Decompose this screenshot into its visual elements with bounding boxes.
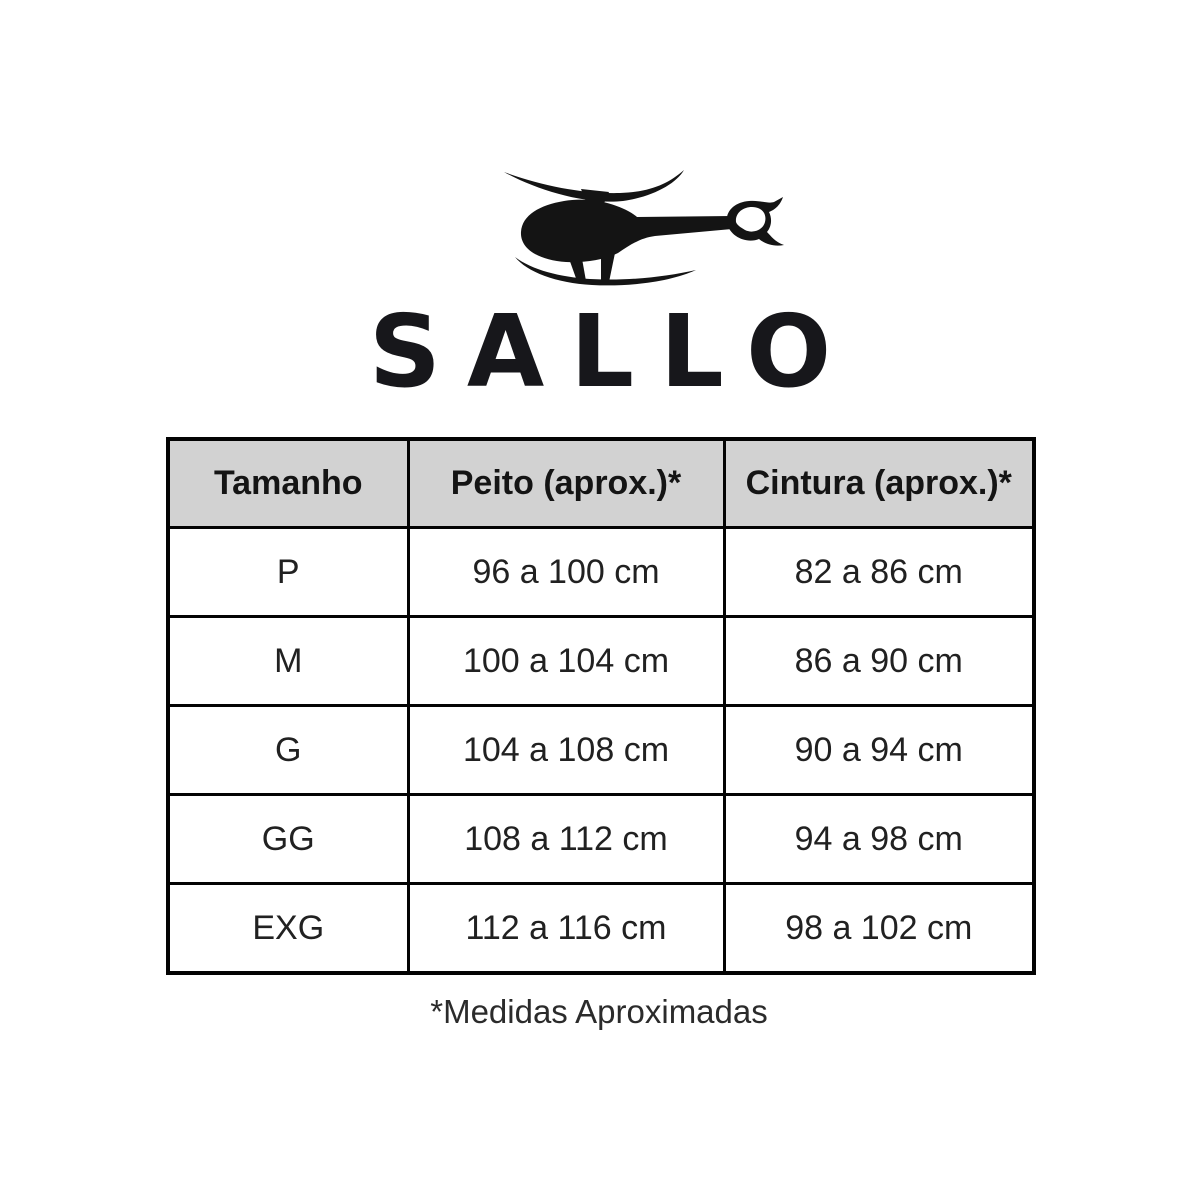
chest-cell: 96 a 100 cm <box>408 528 724 617</box>
column-header-cintura: Cintura (aprox.)* <box>724 439 1034 528</box>
size-cell: M <box>168 617 408 706</box>
table-row-m <box>168 617 1034 706</box>
brand-wordmark: SALLO <box>368 293 858 410</box>
chest-cell: 100 a 104 cm <box>408 617 724 706</box>
size-chart-table <box>166 437 1036 975</box>
table-row-g <box>168 706 1034 795</box>
column-header-peito: Peito (aprox.)* <box>408 439 724 528</box>
table-row-gg <box>168 795 1034 884</box>
table-row-p <box>168 528 1034 617</box>
helicopter-icon <box>480 155 800 295</box>
size-cell: EXG <box>168 884 408 974</box>
size-cell: GG <box>168 795 408 884</box>
size-cell: P <box>168 528 408 617</box>
waist-cell: 82 a 86 cm <box>724 528 1034 617</box>
waist-cell: 98 a 102 cm <box>724 884 1034 974</box>
waist-cell: 90 a 94 cm <box>724 706 1034 795</box>
chest-cell: 104 a 108 cm <box>408 706 724 795</box>
table-row-exg <box>168 884 1034 974</box>
chest-cell: 108 a 112 cm <box>408 795 724 884</box>
size-chart-header-row <box>168 439 1034 528</box>
waist-cell: 86 a 90 cm <box>724 617 1034 706</box>
column-header-tamanho: Tamanho <box>168 439 408 528</box>
chest-cell: 112 a 116 cm <box>408 884 724 974</box>
size-cell: G <box>168 706 408 795</box>
measurements-footnote: *Medidas Aproximadas <box>430 993 768 1030</box>
waist-cell: 94 a 98 cm <box>724 795 1034 884</box>
